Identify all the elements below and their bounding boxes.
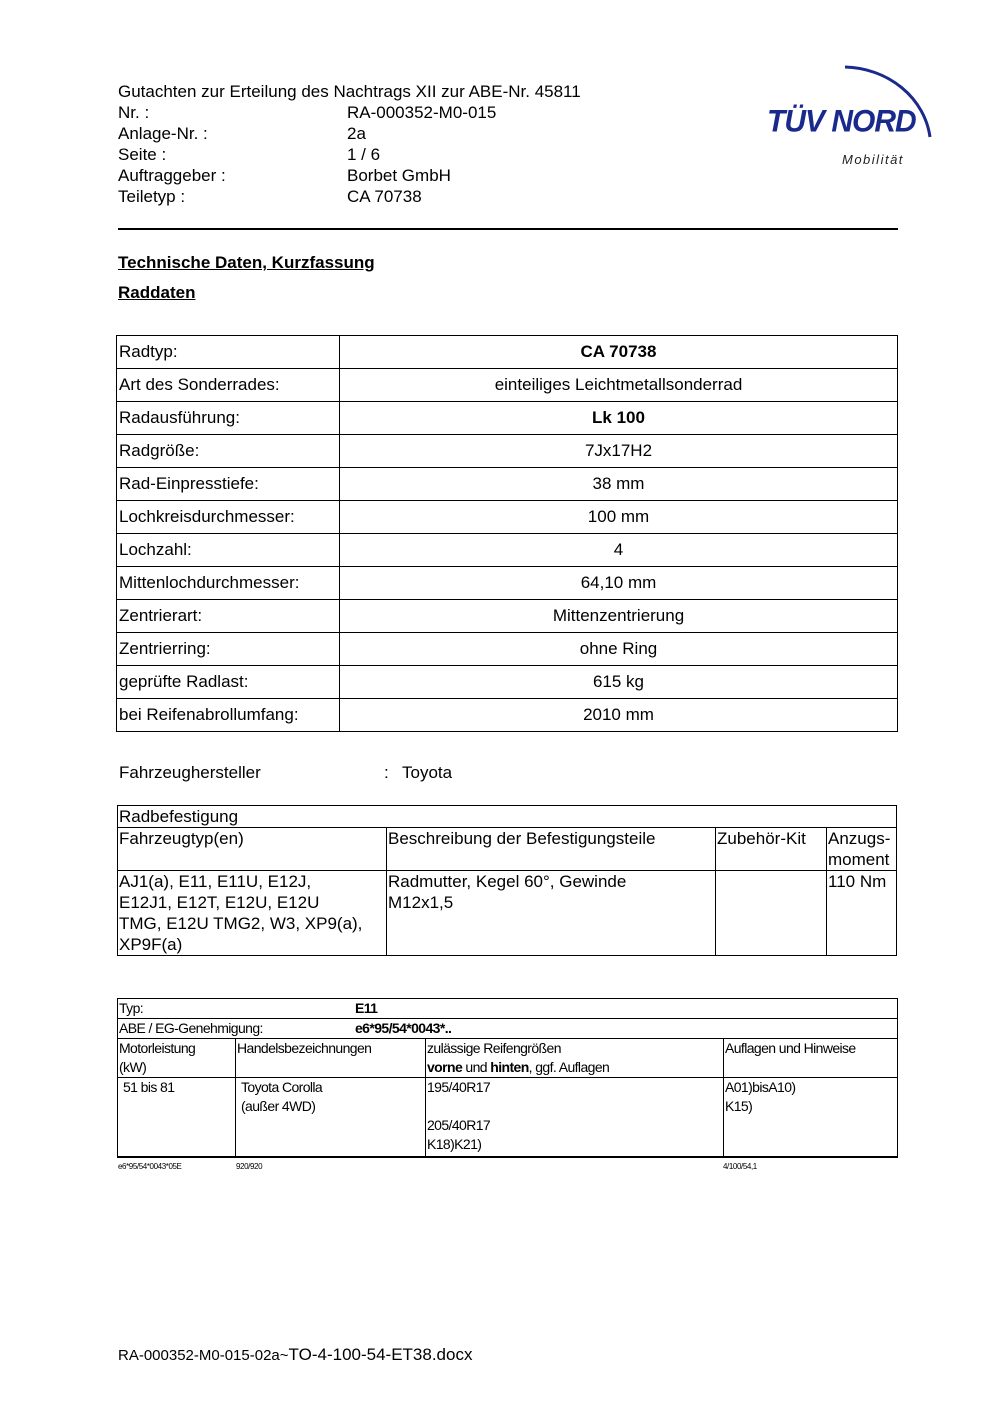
table-cell-label: Mittenlochdurchmesser: [117,567,340,600]
table-cell-label: geprüfte Radlast: [117,666,340,699]
manufacturer-separator: : [384,763,389,782]
auflagen-line: A01)bisA10) [725,1079,796,1095]
table-row [117,534,898,567]
table-cell-label: Rad-Einpresstiefe: [117,468,340,501]
auflagen-line: K15) [725,1098,753,1114]
document-header [118,81,678,207]
table-cell-value: einteiliges Leichtmetallsonderrad [340,369,898,402]
table-row [118,1019,898,1039]
tiny-footer-ref: 4/100/54,1 [723,1162,757,1171]
header-value: Borbet GmbH [347,166,451,185]
table-cell-label: Radtyp: [117,336,340,369]
handel-line: (außer 4WD) [241,1098,316,1114]
header-cell-auflagen: Auflagen und Hinweise [724,1039,898,1078]
header-row-teiletyp [118,186,678,207]
reifen-line: 195/40R17 [427,1079,491,1095]
header-cell-torque [827,828,897,871]
table-cell-label: Zentrierart: [117,600,340,633]
table-row [117,435,898,468]
typ-value: E11 [355,1000,378,1016]
abe-row-cell [118,1019,898,1039]
abe-label: ABE / EG-Genehmigung: [119,1020,263,1036]
header-torque-line: Anzugs- [828,829,891,848]
table-header-row [118,828,897,871]
footer-filename-suffix: TO-4-100-54-ET38.docx [288,1345,473,1364]
header-title: Gutachten zur Erteilung des Nachtrags XII zur ABE-Nr. 45811 [118,82,581,101]
header-value: 2a [347,124,366,143]
header-row-anlage [118,123,678,144]
header-label: Anlage-Nr. : [118,124,208,143]
table-cell-value: 4 [340,534,898,567]
header-reifen-rest: , ggf. Auflagen [528,1059,610,1075]
subsection-title: Raddaten [118,283,196,302]
logo-subtitle: Mobilität [842,152,904,167]
table-row [118,1078,898,1158]
manufacturer-label: Fahrzeughersteller [119,763,261,782]
table-cell-label: bei Reifenabrollumfang: [117,699,340,732]
table-cell-value: 615 kg [340,666,898,699]
header-cell-motor [118,1039,236,1078]
table-row [117,600,898,633]
table-header-row [118,1039,898,1078]
table-row [117,666,898,699]
header-cell-handel: Handelsbezeichnungen [236,1039,426,1078]
header-label: Teiletyp : [118,187,186,206]
header-reifen-hinten: hinten [490,1059,529,1075]
table-cell-label: Radgröße: [117,435,340,468]
cell-description [387,871,716,956]
header-label: Auftraggeber : [118,166,226,185]
table-row [117,699,898,732]
logo-brand: TÜV NORD [767,104,916,139]
reifen-spacer [427,1097,722,1116]
section-title: Technische Daten, Kurzfassung [118,253,375,272]
cell-vehicle-types [118,871,387,956]
header-value: 1 / 6 [347,145,381,164]
types-line: AJ1(a), E11, E11U, E12J, [119,872,312,891]
table-title-cell: Radbefestigung [118,806,897,828]
table-row [117,369,898,402]
typ-label: Typ: [119,1000,144,1016]
table-row [117,468,898,501]
cell-motor: 51 bis 81 [118,1078,236,1158]
header-reifen-line: zulässige Reifengrößen [427,1040,561,1056]
table-cell-value: Mittenzentrierung [340,600,898,633]
page-footer [118,1345,472,1365]
abe-value: e6*95/54*0043*.. [355,1020,452,1036]
cell-reifen [426,1078,724,1158]
header-row-nr [118,102,678,123]
header-cell-kit: Zubehör-Kit [716,828,827,871]
header-reifen-line2 [427,1058,722,1077]
tuev-nord-logo [745,55,945,175]
types-line: XP9F(a) [119,935,183,954]
header-motor-line: Motorleistung [119,1040,196,1056]
table-row [118,999,898,1019]
header-divider [118,228,898,230]
table-cell-label: Art des Sonderrades: [117,369,340,402]
table-cell-value: 64,10 mm [340,567,898,600]
table-row [118,806,897,828]
table-cell-value: 38 mm [340,468,898,501]
raddaten-table [116,335,898,732]
typ-table [117,998,898,1158]
table-cell-value: 7Jx17H2 [340,435,898,468]
table-row [118,871,897,956]
table-row [117,402,898,435]
header-value: CA 70738 [347,187,422,206]
cell-torque: 110 Nm [827,871,897,956]
desc-line: Radmutter, Kegel 60°, Gewinde [388,872,627,891]
cell-kit [716,871,827,956]
reifen-line: 205/40R17 [427,1117,491,1133]
table-cell-value: Lk 100 [340,402,898,435]
table-row [117,336,898,369]
table-row [117,567,898,600]
header-reifen-und: und [462,1059,491,1075]
table-cell-label: Lochkreisdurchmesser: [117,501,340,534]
tiny-footer-count: 920/920 [236,1162,263,1171]
header-reifen-vorne: vorne [427,1059,463,1075]
table-cell-label: Zentrierring: [117,633,340,666]
tiny-footer-code: e6*95/54*0043*05E [118,1162,182,1171]
typ-row-cell [118,999,898,1019]
header-cell-desc: Beschreibung der Befestigungsteile [387,828,716,871]
header-cell-reifen [426,1039,724,1078]
reifen-line: K18)K21) [427,1136,482,1152]
header-cell-types: Fahrzeugtyp(en) [118,828,387,871]
header-row-seite [118,144,678,165]
header-motor-line: (kW) [119,1059,147,1075]
header-label: Seite : [118,145,167,164]
header-value: RA-000352-M0-015 [347,103,497,122]
table-cell-value: CA 70738 [340,336,898,369]
header-row-auftraggeber [118,165,678,186]
footer-filename-prefix: RA-000352-M0-015-02a~ [118,1347,289,1364]
manufacturer-value: Toyota [402,763,453,782]
header-label: Nr. : [118,103,150,122]
table-row [117,633,898,666]
table-row [117,501,898,534]
table-cell-label: Radausführung: [117,402,340,435]
desc-line: M12x1,5 [388,893,454,912]
table-cell-value: 2010 mm [340,699,898,732]
table-cell-value: ohne Ring [340,633,898,666]
cell-auflagen [724,1078,898,1158]
types-line: TMG, E12U TMG2, W3, XP9(a), [119,914,363,933]
header-torque-line: moment [828,850,890,869]
cell-handel [236,1078,426,1158]
table-cell-label: Lochzahl: [117,534,340,567]
radbefestigung-table [117,805,897,956]
handel-line: Toyota Corolla [241,1079,323,1095]
table-cell-value: 100 mm [340,501,898,534]
types-line: E12J1, E12T, E12U, E12U [119,893,320,912]
